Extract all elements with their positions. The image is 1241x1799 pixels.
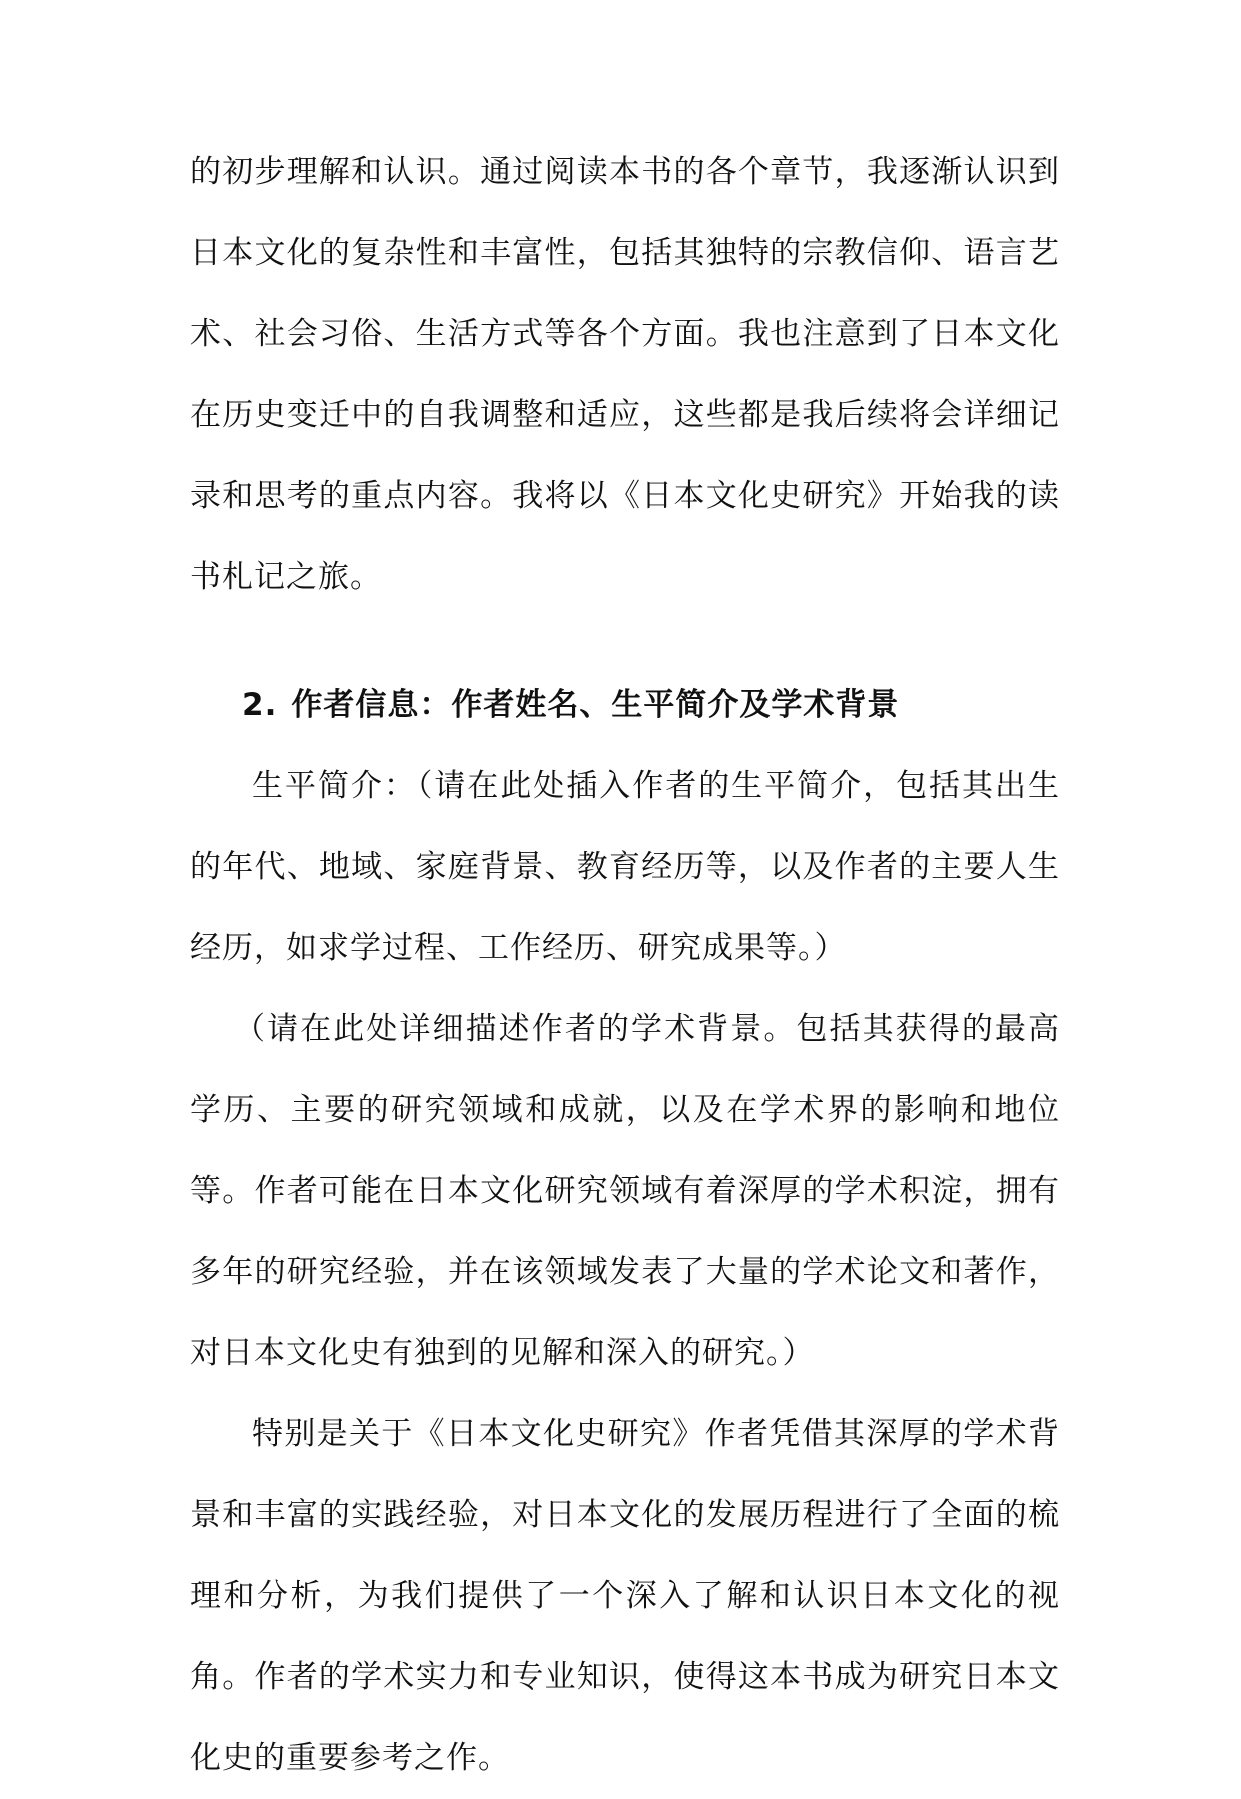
academic-background-paragraph: （请在此处详细描述作者的学术背景。包括其获得的最高学历、主要的研究领域和成就，以及在学术界的影响和地位等。作者可能在日本文化研究领域有着深厚的学术积淀，拥有多年的研究经验，并在该领域发表了大量的学术论文和著作，对日本文化史有独到的见解和深入的研究。） [190,1011,1060,1371]
section-number: 2. [242,687,278,723]
bio-paragraph: 生平简介：（请在此处插入作者的生平简介，包括其出生的年代、地域、家庭背景、教育经历等，以及作者的主要人生经历，如求学过程、工作经历、研究成果等。） [190,768,1060,966]
section-title: 作者信息：作者姓名、生平简介及学术背景 [291,687,900,723]
section-heading [190,665,1060,746]
document-body [190,132,1060,1799]
intro-paragraph: 的初步理解和认识。通过阅读本书的各个章节，我逐渐认识到日本文化的复杂性和丰富性，包括其独特的宗教信仰、语言艺术、社会习俗、生活方式等各个方面。我也注意到了日本文化在历史变迁中的自我调整和适应，这些都是我后续将会详细记录和思考的重点内容。我将以《日本文化史研究》开始我的读书札记之旅。 [190,154,1060,595]
closing-paragraph: 特别是关于《日本文化史研究》作者凭借其深厚的学术背景和丰富的实践经验，对日本文化的发展历程进行了全面的梳理和分析，为我们提供了一个深入了解和认识日本文化的视角。作者的学术实力和专业知识，使得这本书成为研究日本文化史的重要参考之作。 [190,1416,1060,1776]
